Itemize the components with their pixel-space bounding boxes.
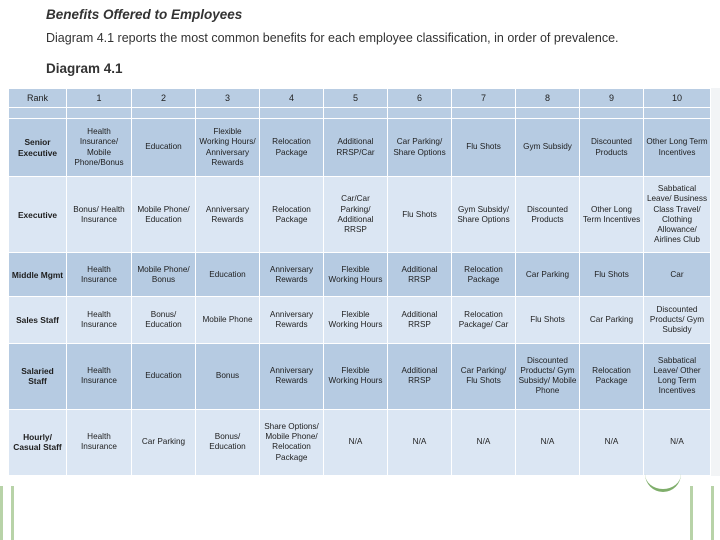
spacer-cell xyxy=(67,108,132,119)
table-cell: Bonus/ Health Insurance xyxy=(67,177,132,253)
spacer-cell xyxy=(388,108,452,119)
table-cell: Relocation Package xyxy=(452,253,516,297)
table-cell: Mobile Phone xyxy=(196,297,260,343)
table-row-salaried-staff xyxy=(9,343,711,409)
spacer-cell xyxy=(644,108,711,119)
table-cell: Flexible Working Hours xyxy=(324,297,388,343)
table-cell: Anniversary Rewards xyxy=(260,297,324,343)
table-cell: Discounted Products/ Gym Subsidy xyxy=(644,297,711,343)
table-row-middle-mgmt xyxy=(9,253,711,297)
table-cell: N/A xyxy=(644,409,711,475)
table-cell: Flu Shots xyxy=(516,297,580,343)
column-header-7: 7 xyxy=(452,89,516,108)
table-cell: Health Insurance xyxy=(67,253,132,297)
table-cell: Sabbatical Leave/ Business Class Travel/ Clothing Allowance/ Airlines Club xyxy=(644,177,711,253)
spacer-cell xyxy=(132,108,196,119)
table-cell: Car Parking/ Flu Shots xyxy=(452,343,516,409)
spacer-cell xyxy=(452,108,516,119)
spacer-cell xyxy=(9,108,67,119)
table-cell: N/A xyxy=(324,409,388,475)
table-cell: Mobile Phone/ Education xyxy=(132,177,196,253)
table-cell: N/A xyxy=(388,409,452,475)
row-label: Middle Mgmt xyxy=(9,253,67,297)
decorative-right-bars xyxy=(690,486,714,540)
table-cell: Car Parking/ Share Options xyxy=(388,119,452,177)
table-row-sales-staff xyxy=(9,297,711,343)
table-cell: Relocation Package xyxy=(260,119,324,177)
spacer-cell xyxy=(196,108,260,119)
column-header-10: 10 xyxy=(644,89,711,108)
diagram-label: Diagram 4.1 xyxy=(46,61,123,76)
spacer-cell xyxy=(324,108,388,119)
row-label: Executive xyxy=(9,177,67,253)
table-cell: Car Parking xyxy=(132,409,196,475)
column-header-2: 2 xyxy=(132,89,196,108)
table-cell: Sabbatical Leave/ Other Long Term Incentives xyxy=(644,343,711,409)
table-cell: Additional RRSP xyxy=(388,343,452,409)
table-cell: Education xyxy=(132,343,196,409)
row-label: Sales Staff xyxy=(9,297,67,343)
table-cell: Relocation Package xyxy=(260,177,324,253)
table-row-hourly-casual-staff xyxy=(9,409,711,475)
table-cell: Car/Car Parking/ Additional RRSP xyxy=(324,177,388,253)
table-cell: Bonus/ Education xyxy=(132,297,196,343)
table-cell: Relocation Package/ Car xyxy=(452,297,516,343)
table-cell: Gym Subsidy xyxy=(516,119,580,177)
table-cell: Relocation Package xyxy=(580,343,644,409)
benefits-table xyxy=(8,88,711,476)
row-label: Senior Executive xyxy=(9,119,67,177)
table-cell: N/A xyxy=(452,409,516,475)
table-cell: Health Insurance/ Mobile Phone/Bonus xyxy=(67,119,132,177)
row-label: Hourly/ Casual Staff xyxy=(9,409,67,475)
table-cell: Car Parking xyxy=(516,253,580,297)
table-cell: Flexible Working Hours xyxy=(324,253,388,297)
table-cell: Bonus xyxy=(196,343,260,409)
table-cell: Other Long Term Incentives xyxy=(580,177,644,253)
decorative-arc xyxy=(645,462,681,492)
table-cell: N/A xyxy=(516,409,580,475)
table-cell: Anniversary Rewards xyxy=(260,253,324,297)
table-cell: Share Options/ Mobile Phone/ Relocation Package xyxy=(260,409,324,475)
table-cell: Discounted Products xyxy=(516,177,580,253)
table-cell: Health Insurance xyxy=(67,297,132,343)
table-cell: Car xyxy=(644,253,711,297)
table-row-senior-executive xyxy=(9,119,711,177)
table-cell: Other Long Term Incentives xyxy=(644,119,711,177)
table-cell: Education xyxy=(196,253,260,297)
table-cell: Discounted Products xyxy=(580,119,644,177)
benefits-table-container xyxy=(8,88,711,476)
column-header-9: 9 xyxy=(580,89,644,108)
table-cell: Health Insurance xyxy=(67,409,132,475)
table-cell: Flexible Working Hours xyxy=(324,343,388,409)
table-cell: Education xyxy=(132,119,196,177)
spacer-cell xyxy=(260,108,324,119)
column-header-6: 6 xyxy=(388,89,452,108)
row-label: Salaried Staff xyxy=(9,343,67,409)
table-cell: Gym Subsidy/ Share Options xyxy=(452,177,516,253)
column-header-4: 4 xyxy=(260,89,324,108)
table-cell: Mobile Phone/ Bonus xyxy=(132,253,196,297)
spacer-cell xyxy=(516,108,580,119)
spacer-cell xyxy=(580,108,644,119)
table-right-margin xyxy=(711,88,720,476)
table-cell: Anniversary Rewards xyxy=(260,343,324,409)
decorative-left-bars xyxy=(0,486,14,540)
table-cell: N/A xyxy=(580,409,644,475)
table-row-executive xyxy=(9,177,711,253)
table-cell: Discounted Products/ Gym Subsidy/ Mobile Phone xyxy=(516,343,580,409)
table-cell: Flu Shots xyxy=(452,119,516,177)
table-cell: Car Parking xyxy=(580,297,644,343)
table-cell: Flu Shots xyxy=(580,253,644,297)
table-header-row xyxy=(9,89,711,108)
table-cell: Additional RRSP/Car xyxy=(324,119,388,177)
section-heading: Benefits Offered to Employees xyxy=(46,7,243,22)
table-cell: Flexible Working Hours/ Anniversary Rewards xyxy=(196,119,260,177)
column-header-8: 8 xyxy=(516,89,580,108)
header-spacer-row xyxy=(9,108,711,119)
column-header-rank: Rank xyxy=(9,89,67,108)
table-cell: Health Insurance xyxy=(67,343,132,409)
intro-paragraph: Diagram 4.1 reports the most common benefits for each employee classification, in order of prevalence. xyxy=(46,31,619,45)
table-cell: Anniversary Rewards xyxy=(196,177,260,253)
column-header-3: 3 xyxy=(196,89,260,108)
column-header-5: 5 xyxy=(324,89,388,108)
table-cell: Additional RRSP xyxy=(388,253,452,297)
column-header-1: 1 xyxy=(67,89,132,108)
table-cell: Bonus/ Education xyxy=(196,409,260,475)
table-cell: Additional RRSP xyxy=(388,297,452,343)
table-cell: Flu Shots xyxy=(388,177,452,253)
